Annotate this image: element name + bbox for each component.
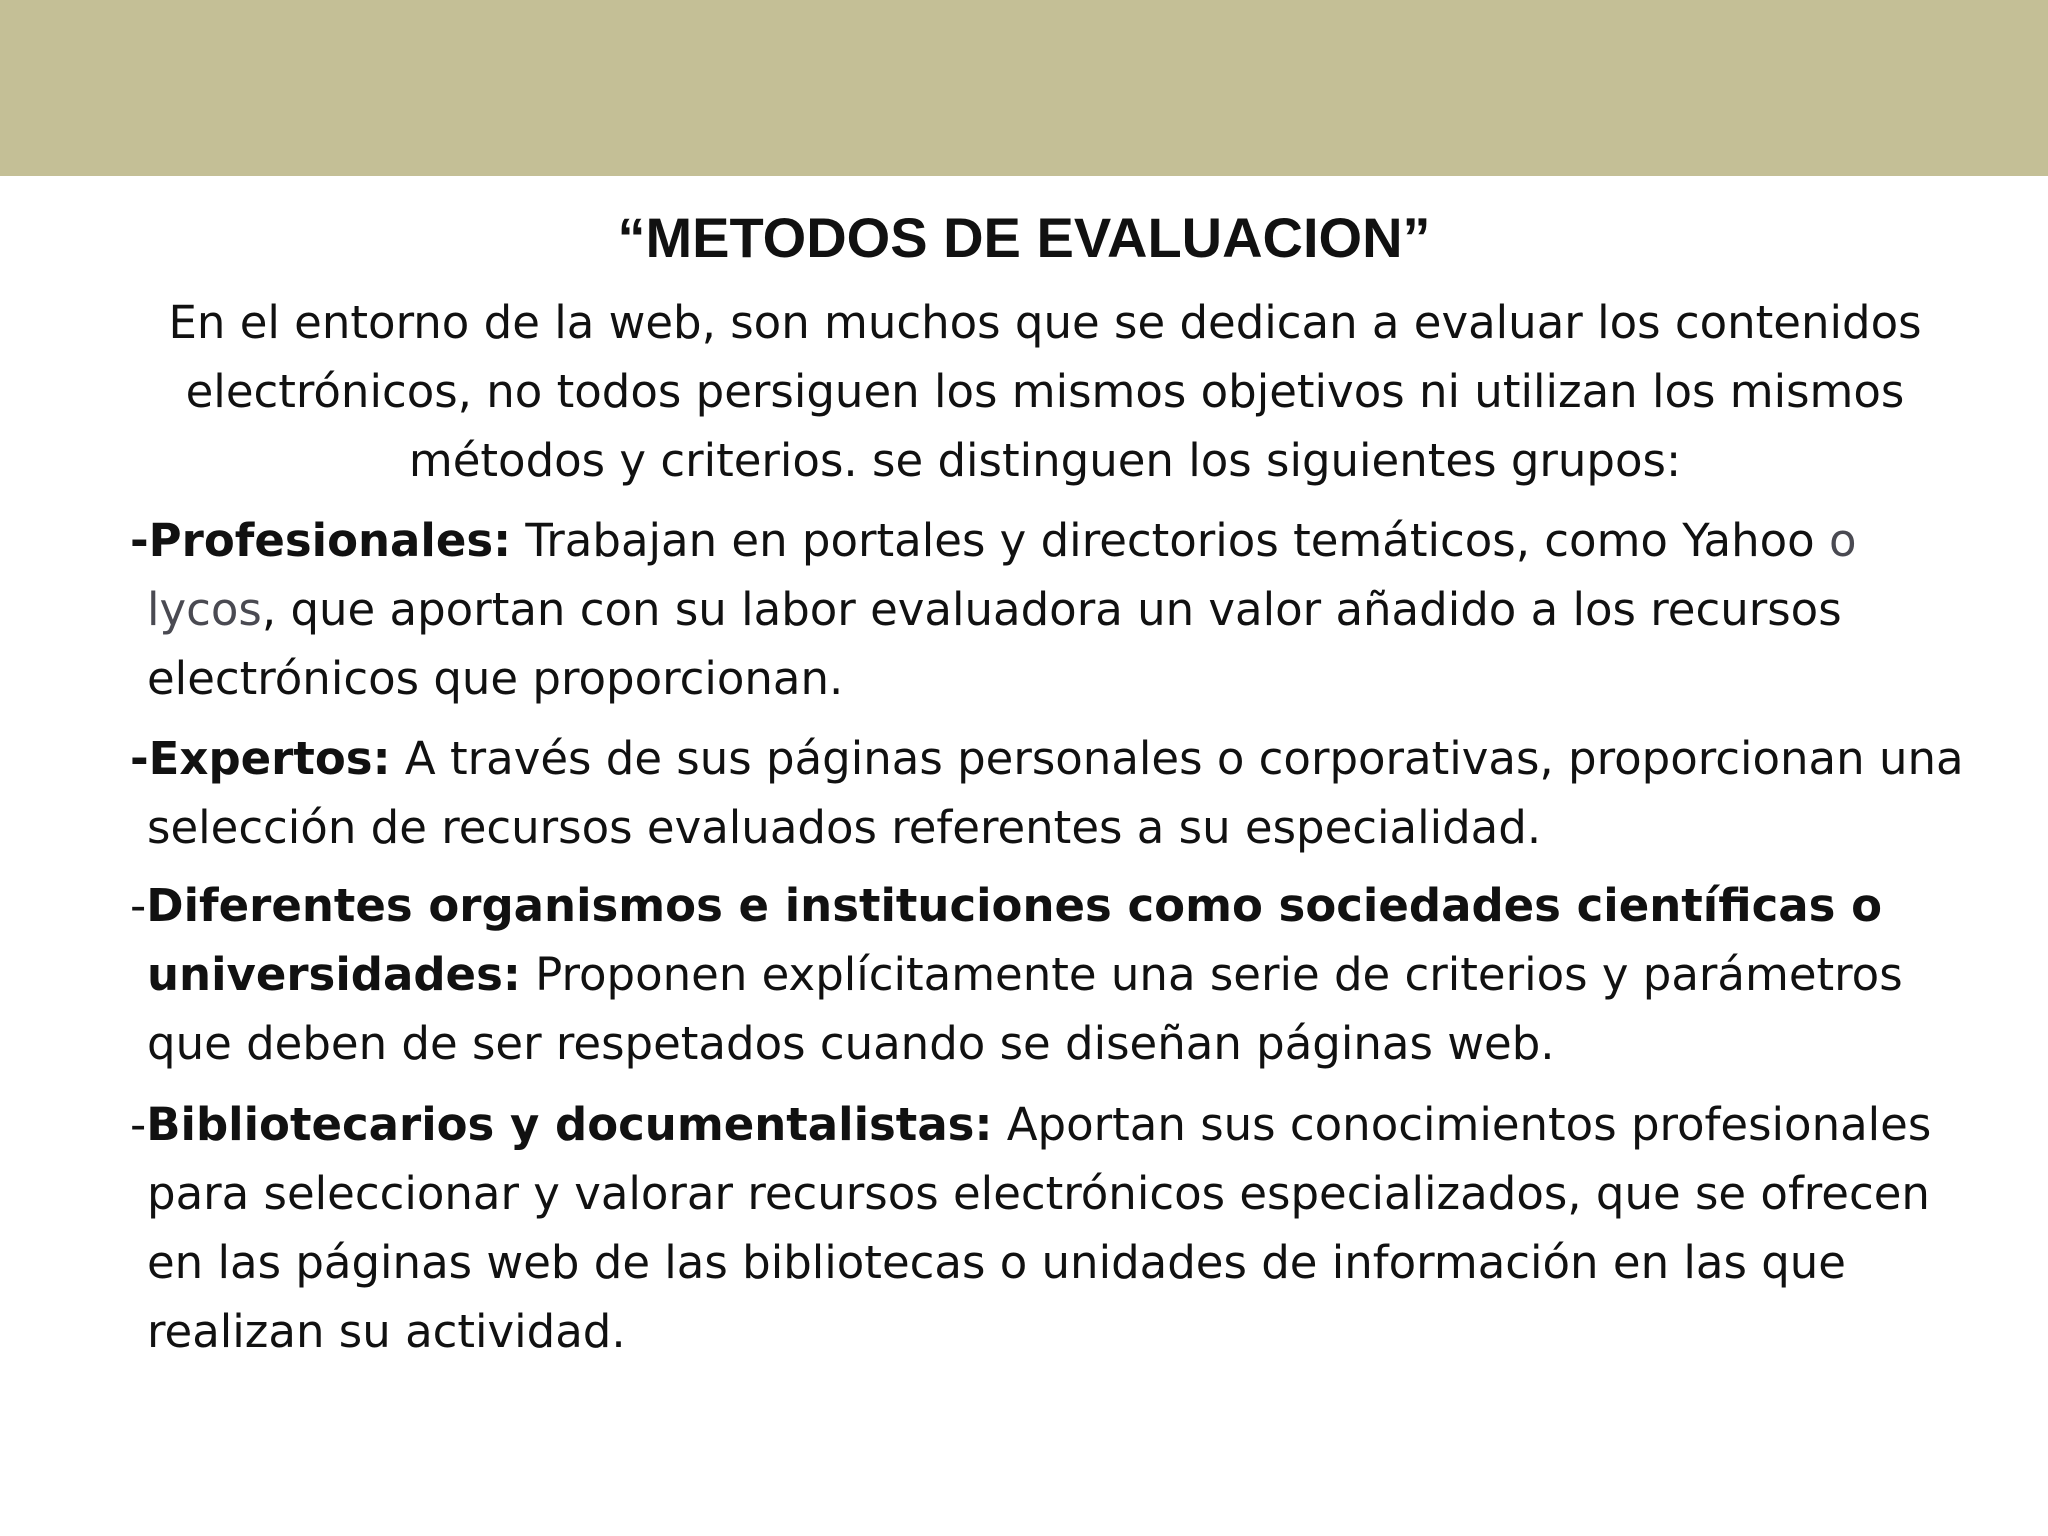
group-description: Trabajan en portales y directorios temáticos, como Yahoo bbox=[511, 514, 1830, 567]
group-description-continued: , que aportan con su labor evaluadora un valor añadido a los recursos electrónicos que proporcionan. bbox=[147, 583, 1842, 705]
group-description: Proponen explícitamente una serie de criterios y parámetros que deben de ser respetados cuando se diseñan páginas web. bbox=[147, 948, 1903, 1070]
header-band bbox=[0, 0, 2048, 176]
group-prefix: - bbox=[130, 879, 147, 932]
group-label: -Profesionales: bbox=[130, 514, 512, 567]
group-description: Aportan sus conocimientos profesionales para seleccionar y valorar recursos electrónicos especializados, que se ofrecen en las páginas web de las bibliotecas o unidades de información en las que realizan su actividad. bbox=[147, 1098, 1932, 1358]
intro-paragraph: En el entorno de la web, son muchos que se dedican a evaluar los contenidos electrónicos, no todos persiguen los mismos objetivos ni utilizan los mismos métodos y criterios. se distinguen los siguientes grupos: bbox=[168, 296, 1922, 487]
group-item-expertos bbox=[130, 724, 1987, 862]
group-label: -Expertos: bbox=[130, 732, 391, 785]
group-item-profesionales bbox=[130, 506, 1987, 713]
group-prefix: - bbox=[130, 1098, 147, 1151]
group-item-bibliotecarios bbox=[130, 1090, 1987, 1366]
group-item-organismos bbox=[130, 871, 1987, 1078]
group-description: A través de sus páginas personales o corporativas, proporcionan una selección de recursos evaluados referentes a su especialidad. bbox=[147, 732, 1964, 854]
group-label: Diferentes organismos e instituciones como sociedades científicas o universidades: bbox=[146, 879, 1882, 1001]
group-label: Bibliotecarios y documentalistas: bbox=[146, 1098, 993, 1151]
group-linked-text: o lycos bbox=[147, 514, 1857, 636]
slide-title: “METODOS DE EVALUACION” bbox=[617, 206, 1431, 269]
